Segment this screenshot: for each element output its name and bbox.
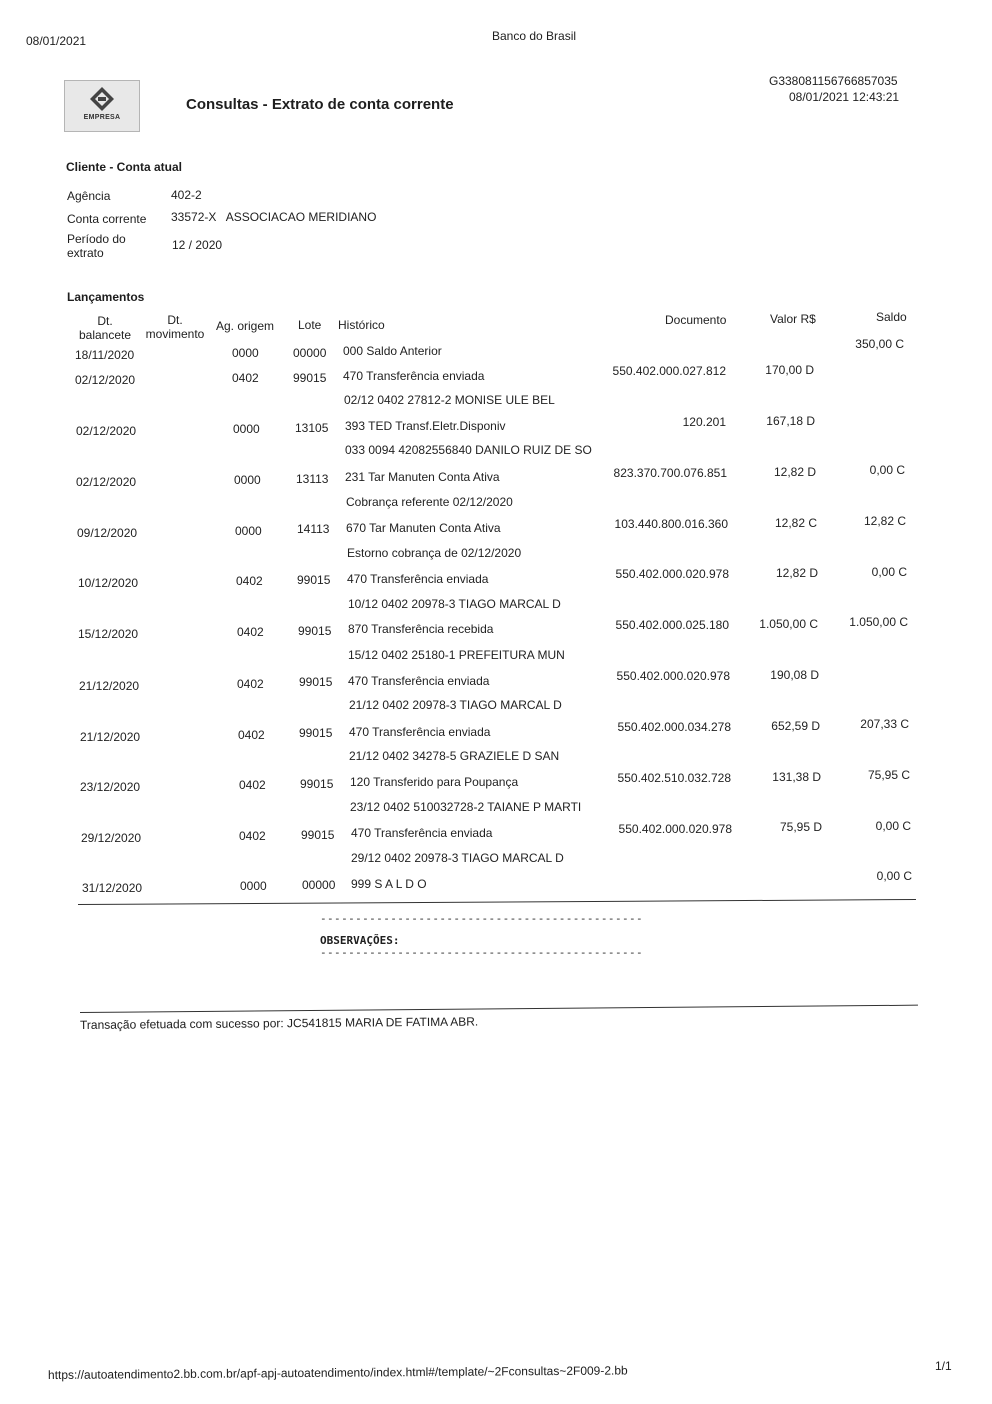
timestamp: 08/01/2021 12:43:21 [789,90,900,104]
row-ag-origem: 0402 [239,829,266,843]
row-valor: 131,38 D [772,770,821,784]
row-ag-origem: 0402 [237,625,264,639]
row-detail: 29/12 0402 20978-3 TIAGO MARCAL D [351,851,564,865]
row-date: 15/12/2020 [78,627,139,641]
row-valor: 170,00 D [765,363,814,377]
row-historico: 470 Transferência enviada [349,725,491,739]
row-date: 09/12/2020 [77,526,138,540]
col-lote: Lote [298,318,322,332]
row-valor: 167,18 D [766,414,815,428]
col-documento: Documento [665,313,727,327]
row-historico: 670 Tar Manuten Conta Ativa [346,521,501,535]
row-documento: 550.402.000.027.812 [612,364,726,378]
row-documento: 550.402.000.025.180 [615,618,729,632]
row-detail: 10/12 0402 20978-3 TIAGO MARCAL D [348,597,561,611]
row-detail: Cobrança referente 02/12/2020 [346,495,513,509]
row-historico: 470 Transferência enviada [351,826,493,840]
row-lote: 99015 [293,371,327,385]
row-date: 29/12/2020 [81,831,142,845]
row-lote: 99015 [301,828,335,842]
row-historico: 393 TED Transf.Eletr.Disponiv [345,419,506,433]
row-lote: 99015 [300,777,334,791]
row-saldo: 207,33 C [860,717,909,731]
row-lote: 13113 [296,472,329,486]
row-saldo: 0,00 C [876,869,912,883]
row-detail: 15/12 0402 25180-1 PREFEITURA MUN [348,648,565,662]
col-saldo: Saldo [876,310,907,324]
row-date: 02/12/2020 [76,475,137,489]
row-ag-origem: 0402 [232,371,259,385]
row-documento: 823.370.700.076.851 [613,466,727,480]
row-date: 21/12/2020 [79,679,140,693]
row-valor: 190,08 D [770,668,819,682]
row-valor: 12,82 C [774,516,817,530]
row-lote: 99015 [299,675,333,689]
row-historico: 470 Transferência enviada [347,572,489,586]
row-saldo: 0,00 C [871,565,907,579]
row-lote: 14113 [297,522,330,536]
observacoes-top-dashes: ---------------------------------------------- [320,912,644,925]
row-saldo: 12,82 C [863,514,906,528]
row-lote: 99015 [298,624,332,638]
col-historico: Histórico [338,318,385,332]
row-ag-origem: 0000 [235,524,262,538]
row-historico: 470 Transferência enviada [343,369,485,383]
site-title: Banco do Brasil [492,29,577,43]
row-detail: 21/12 0402 20978-3 TIAGO MARCAL D [349,698,562,712]
row-valor: 12,82 D [775,566,818,580]
col-ag-origem: Ag. origem [216,319,275,333]
row-ag-origem: 0402 [238,728,265,742]
conta-label: Conta corrente [67,212,147,226]
lancamentos-title: Lançamentos [67,290,145,304]
row-documento: 550.402.510.032.728 [617,771,731,785]
page-number: 1/1 [935,1359,952,1373]
row-documento: 550.402.000.020.978 [616,669,730,683]
row-valor: 652,59 D [771,719,820,733]
transaction-status: Transação efetuada com sucesso por: JC541815 MARIA DE FATIMA ABR. [79,1014,479,1032]
row-historico: 231 Tar Manuten Conta Ativa [345,470,500,484]
row-date: 10/12/2020 [78,576,139,590]
row-date: 21/12/2020 [80,730,141,744]
row-date: 02/12/2020 [75,373,136,387]
row-lote: 13105 [295,421,329,435]
observacoes-bottom-dashes: ---------------------------------------------- [320,946,644,959]
row-ag-origem: 0402 [236,574,263,588]
row-date: 23/12/2020 [80,780,141,794]
col-dt-movimento-line2: movimento [145,327,205,341]
logo-text: EMPRESA [83,114,121,121]
row-documento: 550.402.000.020.978 [615,567,729,581]
row-documento: 550.402.000.020.978 [618,822,732,836]
row-detail: 21/12 0402 34278-5 GRAZIELE D SAN [349,749,560,763]
conta-value: 33572-X ASSOCIACAO MERIDIANO [171,210,377,224]
agencia-label: Agência [67,189,111,203]
row-date: 18/11/2020 [75,348,135,362]
row-documento: 120.201 [682,415,726,429]
footer-rule [80,1005,918,1013]
row-saldo: 0,00 C [869,463,905,477]
bank-logo [64,80,140,132]
row-lote: 99015 [299,726,333,740]
document-code: G338081156766857035 [769,74,898,88]
row-date: 31/12/2020 [82,881,143,895]
row-ag-origem: 0000 [232,346,259,360]
row-historico: 120 Transferido para Poupança [350,775,519,789]
row-ag-origem: 0000 [234,473,261,487]
col-dt-movimento-line1: Dt. [167,313,183,327]
periodo-value: 12 / 2020 [172,238,223,252]
bb-logo-icon [89,86,115,112]
page-title: Consultas - Extrato de conta corrente [186,96,454,113]
col-dt-balancete-line1: Dt. [97,314,113,328]
print-date: 08/01/2021 [26,34,87,48]
row-valor: 75,95 D [779,820,822,834]
periodo-label-line2: extrato [67,246,104,260]
row-valor: 12,82 D [773,465,816,479]
row-lote: 99015 [297,573,331,587]
row-ag-origem: 0402 [239,778,266,792]
page-url-link[interactable]: https://autoatendimento2.bb.com.br/apf-apj-autoatendimento/index.html#/template/~2Fconsultas~2F009-2.bb [47,1363,628,1382]
client-section-title: Cliente - Conta atual [66,160,183,174]
col-dt-balancete-line2: balancete [78,328,132,342]
row-detail: 02/12 0402 27812-2 MONISE ULE BEL [344,393,555,407]
observacoes-label: OBSERVAÇÕES: [320,934,400,947]
row-ag-origem: 0000 [233,422,260,436]
row-documento: 550.402.000.034.278 [617,720,731,734]
row-historico: 999 S A L D O [351,877,427,891]
row-detail: 033 0094 42082556840 DANILO RUIZ DE SO [345,443,592,457]
row-valor: 1.050,00 C [759,617,818,631]
row-lote: 00000 [302,878,336,892]
row-date: 02/12/2020 [76,424,137,438]
row-saldo: 1.050,00 C [849,615,908,629]
row-historico: 000 Saldo Anterior [343,344,442,358]
row-lote: 00000 [293,346,327,360]
row-saldo: 0,00 C [875,819,911,833]
row-historico: 470 Transferência enviada [348,674,490,688]
row-saldo: 350,00 C [855,337,904,351]
col-valor: Valor R$ [770,312,816,326]
table-end-rule [78,899,916,905]
row-ag-origem: 0402 [237,677,264,691]
row-documento: 103.440.800.016.360 [614,517,728,531]
row-saldo: 75,95 C [867,768,910,782]
periodo-label-line1: Período do [67,232,126,246]
row-historico: 870 Transferência recebida [348,622,494,636]
row-detail: 23/12 0402 510032728-2 TAIANE P MARTI [350,800,582,814]
row-detail: Estorno cobrança de 02/12/2020 [347,546,522,560]
row-ag-origem: 0000 [240,879,267,893]
agencia-value: 402-2 [171,188,202,202]
